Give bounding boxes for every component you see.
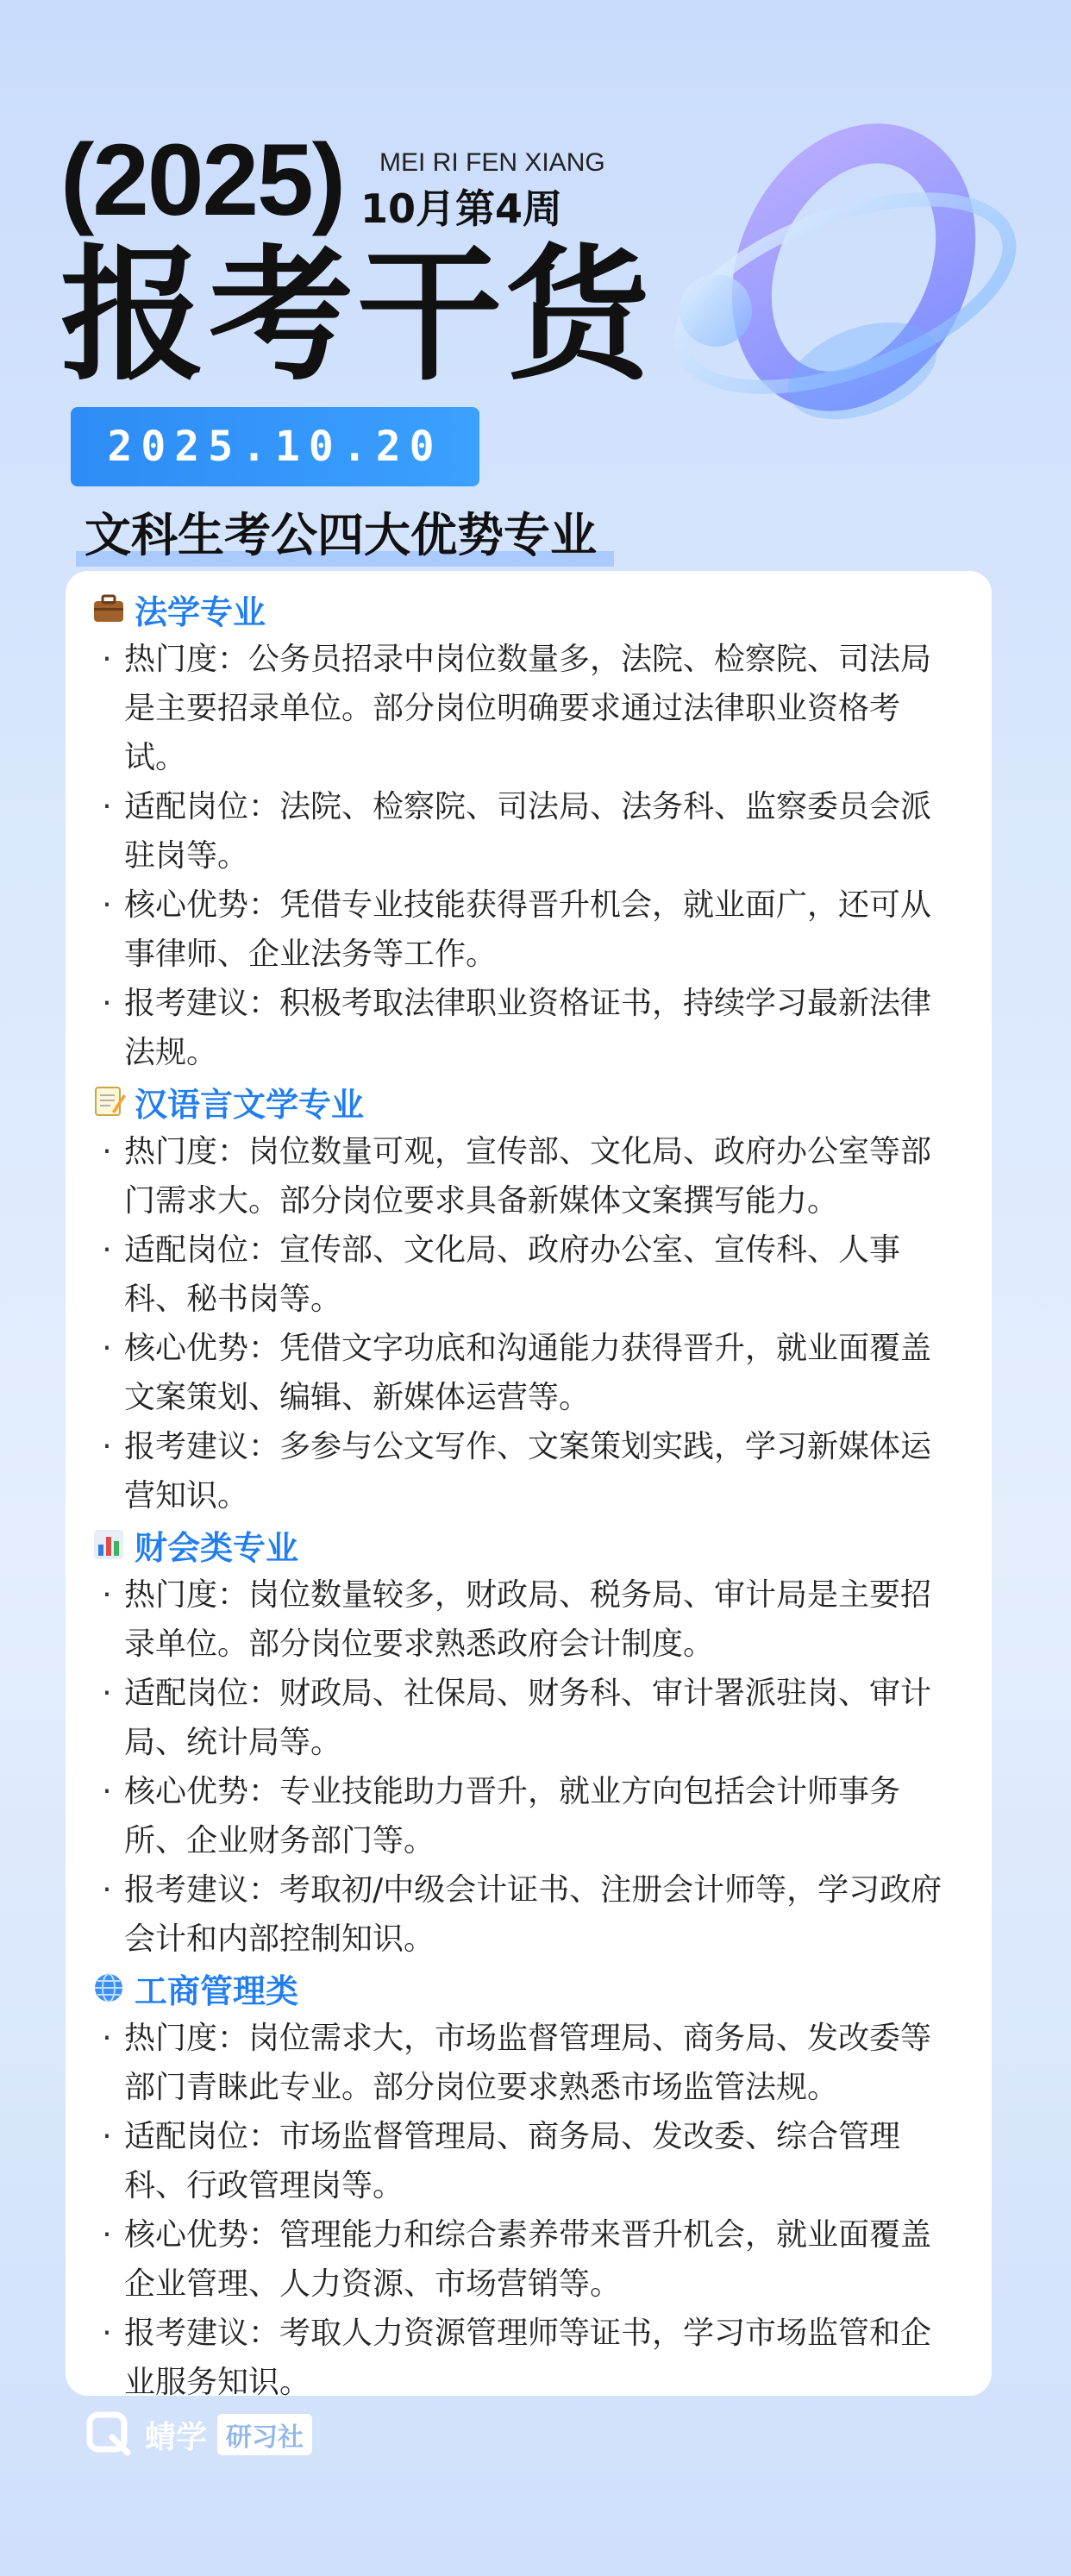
major-heading — [90, 1079, 957, 1124]
list-item — [90, 1767, 957, 1865]
content-card — [66, 571, 992, 2400]
brand-logo — [86, 2411, 312, 2458]
list-item-text: 核心优势：管理能力和综合素养带来晋升机会，就业面覆盖企业管理、人力资源、市场营销等。 — [124, 2217, 932, 2302]
list-item — [90, 1225, 957, 1324]
decorative-rings — [638, 60, 1052, 509]
list-item-text: 适配岗位：法院、检察院、司法局、法务科、监察委员会派驻岗等。 — [124, 789, 932, 874]
list-item-text: 适配岗位：财政局、社保局、财务科、审计署派驻岗、审计局、统计局等。 — [124, 1676, 932, 1760]
major-heading — [90, 1522, 957, 1567]
bullet-dot: · — [102, 1232, 112, 1268]
bullet-dot: · — [102, 1577, 112, 1613]
major-title: 法学专业 — [135, 592, 266, 631]
list-item — [90, 635, 957, 782]
bullet-dot: · — [102, 2021, 112, 2056]
list-item-text: 适配岗位：宣传部、文化局、政府办公室、宣传科、人事科、秘书岗等。 — [124, 1232, 901, 1317]
list-item-text: 核心优势：凭借专业技能获得晋升机会，就业面广，还可从事律师、企业法务等工作。 — [124, 887, 932, 972]
list-item-text: 核心优势：专业技能助力晋升，就业方向包括会计师事务所、企业财务部门等。 — [124, 1774, 901, 1858]
bullet-dot: · — [102, 887, 112, 923]
list-item-text: 热门度：岗位数量较多，财政局、税务局、审计局是主要招录单位。部分岗位要求熟悉政府会计制度。 — [124, 1577, 932, 1662]
bullet-dot: · — [102, 1134, 112, 1169]
english-subtitle: MEI RI FEN XIANG — [379, 148, 605, 177]
bullet-dot: · — [102, 2316, 112, 2351]
bullet-dot: · — [102, 1429, 112, 1464]
list-item — [90, 782, 957, 881]
major-heading — [90, 586, 957, 631]
bullet-dot: · — [102, 642, 112, 677]
list-item-text: 报考建议：积极考取法律职业资格证书，持续学习最新法律法规。 — [124, 986, 932, 1070]
list-item — [90, 881, 957, 979]
list-item-text: 适配岗位：市场监督管理局、商务局、发改委、综合管理科、行政管理岗等。 — [124, 2119, 901, 2203]
bullet-dot: · — [102, 1872, 112, 1908]
memo-icon — [90, 1082, 128, 1120]
major-title: 汉语言文学专业 — [135, 1085, 365, 1124]
brand-q-icon — [86, 2411, 133, 2458]
major-title: 财会类专业 — [135, 1528, 299, 1567]
year-label: (2025) — [60, 123, 345, 237]
bar-chart-icon — [90, 1526, 128, 1564]
list-item — [90, 2112, 957, 2210]
bullet-dot: · — [102, 1331, 112, 1366]
list-item-text: 热门度：岗位需求大，市场监督管理局、商务局、发改委等部门青睐此专业。部分岗位要求熟悉市场监管法规。 — [124, 2021, 932, 2105]
list-item — [90, 1570, 957, 1669]
bullet-dot: · — [102, 2119, 112, 2154]
list-item-text: 报考建议：考取人力资源管理师等证书，学习市场监管和企业服务知识。 — [124, 2316, 932, 2400]
major-title: 工商管理类 — [135, 1971, 299, 2010]
bullet-dot: · — [102, 1774, 112, 1809]
list-item — [90, 2309, 957, 2407]
list-item — [90, 2210, 957, 2309]
list-item-text: 热门度：公务员招录中岗位数量多，法院、检察院、司法局是主要招录单位。部分岗位明确要求通过法律职业资格考试。 — [124, 642, 932, 775]
list-item — [90, 979, 957, 1077]
section-title: 文科生考公四大优势专业 — [85, 498, 597, 568]
list-item — [90, 2014, 957, 2112]
list-item-text: 报考建议：考取初/中级会计证书、注册会计师等，学习政府会计和内部控制知识。 — [124, 1872, 943, 1957]
list-item — [90, 1127, 957, 1225]
list-item — [90, 1422, 957, 1520]
date-badge: 2025.10.20 — [71, 407, 479, 486]
week-label: 10月第4周 — [360, 185, 563, 232]
bullet-dot: · — [102, 1676, 112, 1711]
list-item — [90, 1669, 957, 1767]
globe-icon — [90, 1969, 128, 2007]
list-item-text: 热门度：岗位数量可观，宣传部、文化局、政府办公室等部门需求大。部分岗位要求具备新媒体文案撰写能力。 — [124, 1134, 932, 1219]
bullet-dot: · — [102, 789, 112, 824]
brand-name: 蜻学 — [145, 2419, 208, 2455]
briefcase-icon — [90, 590, 128, 628]
list-item-text: 报考建议：多参与公文写作、文案策划实践，学习新媒体运营知识。 — [124, 1429, 932, 1514]
bullet-dot: · — [102, 986, 112, 1021]
list-item-text: 核心优势：凭借文字功底和沟通能力获得晋升，就业面覆盖文案策划、编辑、新媒体运营等。 — [124, 1331, 932, 1415]
majors-list — [90, 585, 957, 2407]
bullet-dot: · — [102, 2217, 112, 2253]
brand-badge: 研习社 — [217, 2414, 312, 2455]
page-title: 报考干货 — [60, 231, 654, 400]
list-item — [90, 1865, 957, 1964]
list-item — [90, 1324, 957, 1422]
major-heading — [90, 1965, 957, 2010]
